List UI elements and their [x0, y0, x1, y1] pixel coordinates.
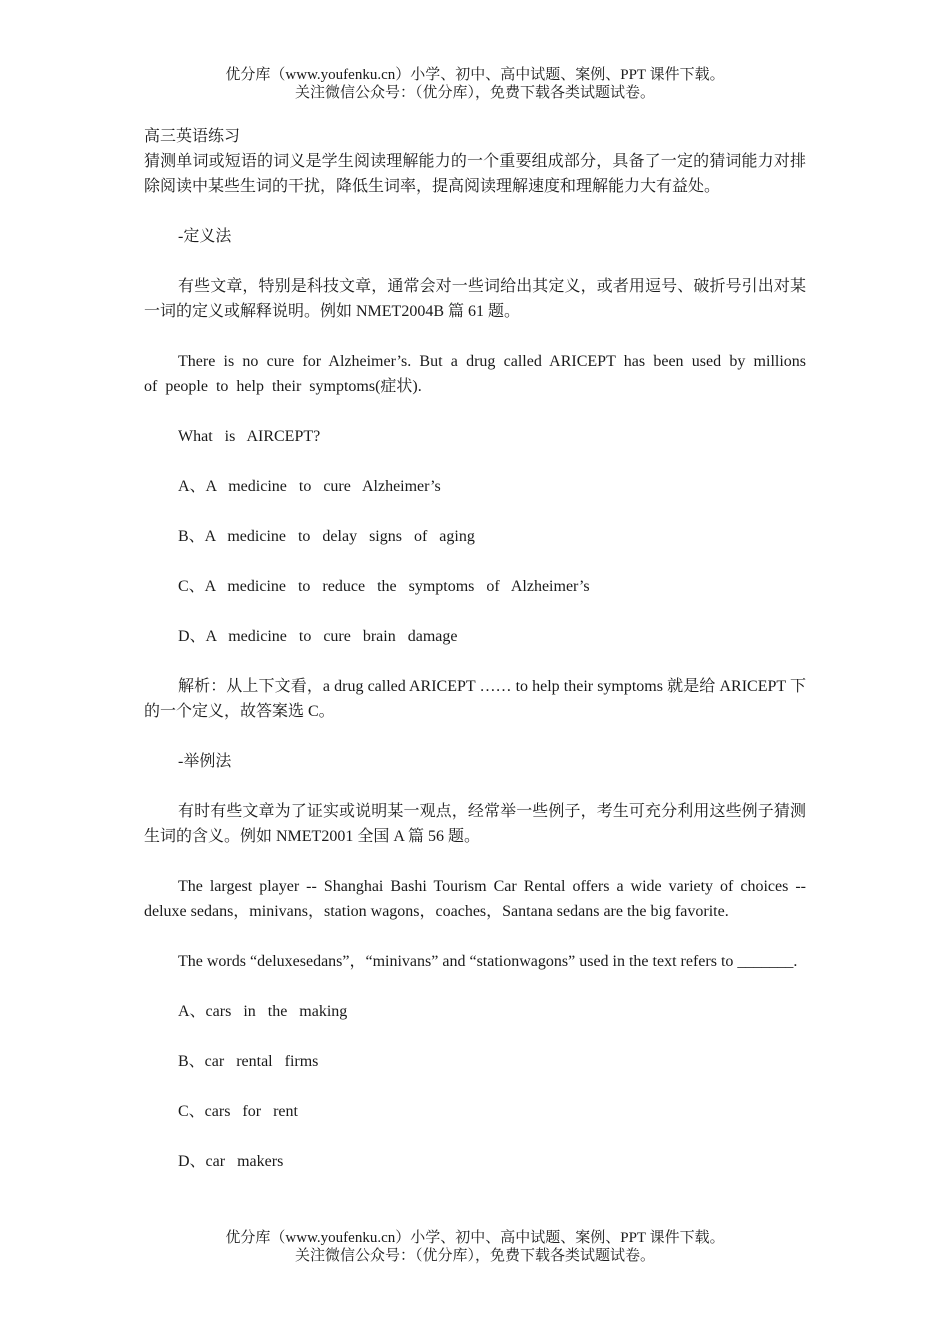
section2-passage: The largest player -- Shanghai Bashi Tourism Car Rental offers a wide variety of choices -- deluxe sedans，minivans，station wagons，coaches，Santana sedans are the big favorite. [144, 878, 806, 920]
footer-line-2: 关注微信公众号：（优分库），免费下载各类试题试卷。 [294, 1248, 655, 1264]
section1-option-a: A、A medicine to cure Alzheimer’s [178, 478, 441, 495]
section2-question: The words “deluxesedans”，“minivans” and “stationwagons” used in the text refers to _______. [178, 953, 798, 970]
section1-option-c: C、A medicine to reduce the symptoms of Alzheimer’s [178, 578, 590, 595]
document-title: 高三英语练习 [144, 128, 241, 145]
section2-option-b: B、car rental firms [178, 1053, 319, 1070]
section2-option-a: A、cars in the making [178, 1003, 348, 1020]
section-heading-example: -举例法 [178, 753, 232, 770]
section2-option-d: D、car makers [178, 1153, 284, 1170]
footer-line-1: 优分库（www.youfenku.cn）小学、初中、高中试题、案例、PPT 课件下载。 [225, 1230, 725, 1246]
document-body [144, 124, 806, 1174]
section1-option-d: D、A medicine to cure brain damage [178, 628, 458, 645]
section2-option-c: C、cars for rent [178, 1103, 298, 1120]
intro-paragraph: 猜测单词或短语的词义是学生阅读理解能力的一个重要组成部分，具备了一定的猜词能力对排除阅读中某些生词的干扰，降低生词率，提高阅读理解速度和理解能力大有益处。 [144, 153, 806, 195]
section1-analysis: 解析：从上下文看，a drug called ARICEPT …… to help their symptoms 就是给 ARICEPT 下的一个定义，故答案选 C。 [144, 678, 806, 720]
header-line-1: 优分库（www.youfenku.cn）小学、初中、高中试题、案例、PPT 课件下载。 [225, 67, 725, 83]
section1-option-b: B、A medicine to delay signs of aging [178, 528, 475, 545]
section2-description: 有时有些文章为了证实或说明某一观点，经常举一些例子，考生可充分利用这些例子猜测生词的含义。例如 NMET2001 全国 A 篇 56 题。 [144, 803, 806, 845]
section-heading-definition: -定义法 [178, 228, 232, 245]
section1-passage: There is no cure for Alzheimer’s. But a drug called ARICEPT has been used by millions of people to help their symptoms(症状). [144, 353, 806, 395]
page-header [0, 66, 950, 102]
section1-description: 有些文章，特别是科技文章，通常会对一些词给出其定义，或者用逗号、破折号引出对某一词的定义或解释说明。例如 NMET2004B 篇 61 题。 [144, 278, 806, 320]
header-line-2: 关注微信公众号：（优分库），免费下载各类试题试卷。 [294, 85, 655, 101]
section1-question: What is AIRCEPT? [178, 428, 321, 445]
page-footer [0, 1229, 950, 1265]
